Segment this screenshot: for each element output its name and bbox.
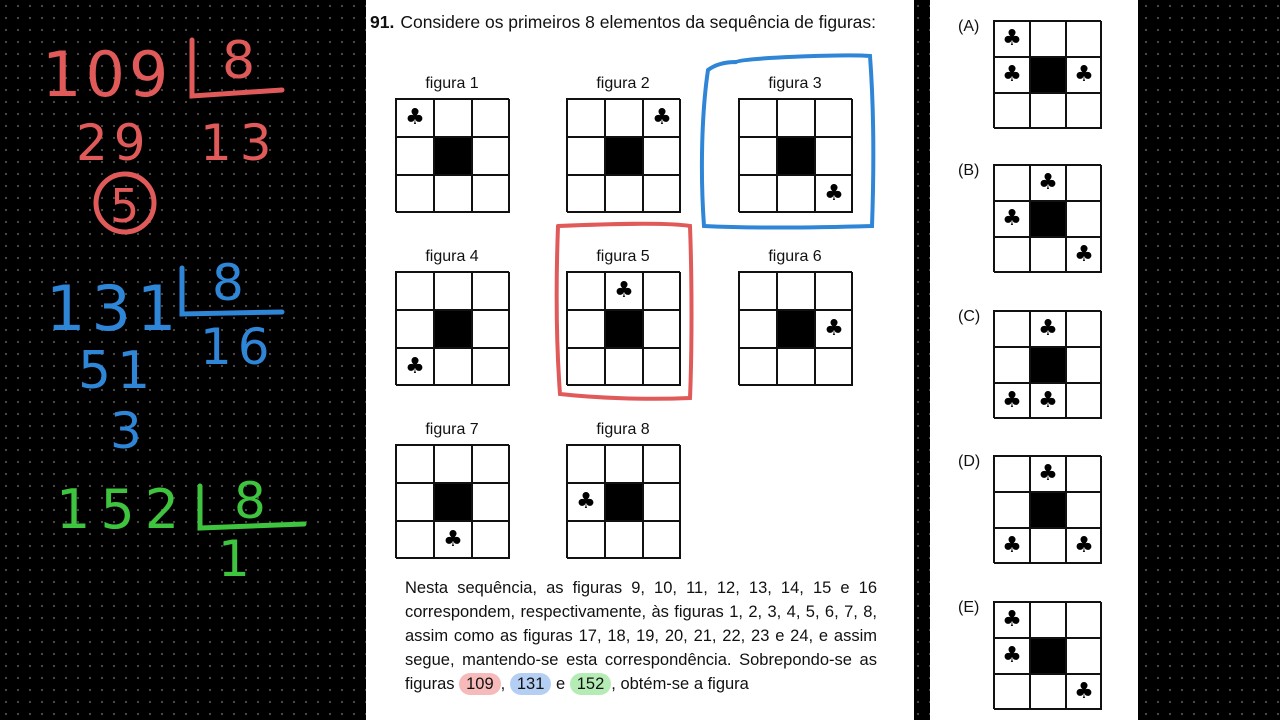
option-letter: (C) [958,308,981,325]
question-body [405,576,877,696]
comma: , [500,675,506,693]
club-icon-cell [994,602,1030,638]
empty-cell [777,348,815,386]
club-icon: ♣ [614,278,634,303]
club-icon-cell [396,99,434,137]
empty-cell [777,99,815,137]
club-icon: ♣ [1038,316,1058,341]
empty-cell [643,175,681,213]
club-icon: ♣ [824,181,844,206]
calc3-quotient: 1 [218,530,250,588]
club-icon-cell [1066,528,1102,564]
and-word: e [555,675,566,693]
black-square-cell [1030,638,1066,674]
calc3-dividend: 152 [56,478,190,541]
empty-cell [994,456,1030,492]
black-square-cell [1030,492,1066,528]
figure-label: figura 2 [596,75,650,92]
empty-cell [643,272,681,310]
club-icon-cell [994,21,1030,57]
option-grid [993,601,1101,709]
empty-cell [472,483,510,521]
empty-cell [643,521,681,559]
figure-label: figura 7 [425,421,479,438]
empty-cell [567,99,605,137]
empty-cell [605,348,643,386]
empty-cell [472,137,510,175]
empty-cell [396,521,434,559]
empty-cell [815,137,853,175]
figure-label: figura 5 [596,248,650,265]
empty-cell [643,483,681,521]
empty-cell [1030,237,1066,273]
question-prompt: Considere os primeiros 8 elementos da sequência de figuras: [400,12,877,32]
calc2-remainder: 3 [110,402,142,460]
club-icon: ♣ [443,527,463,552]
empty-cell [472,272,510,310]
club-icon-cell [605,272,643,310]
figure-3 [738,74,852,212]
empty-cell [643,445,681,483]
empty-cell [567,272,605,310]
question-page [366,0,914,720]
empty-cell [567,521,605,559]
empty-cell [1030,93,1066,129]
empty-cell [777,272,815,310]
club-icon: ♣ [1074,242,1094,267]
club-icon-cell [994,528,1030,564]
empty-cell [434,272,472,310]
handwritten-notes [0,0,366,720]
empty-cell [434,175,472,213]
figure-grid [566,271,680,385]
calc2-partial: 51 [78,341,157,401]
empty-cell [815,348,853,386]
black-square-cell [605,310,643,348]
figure-grid [566,444,680,558]
empty-cell [472,445,510,483]
option-grid [993,455,1101,563]
highlight-152: 152 [570,673,612,695]
club-icon: ♣ [1002,388,1022,413]
club-icon-cell [994,57,1030,93]
empty-cell [1030,528,1066,564]
empty-cell [1066,602,1102,638]
club-icon-cell [567,483,605,521]
empty-cell [1066,21,1102,57]
club-icon: ♣ [1038,388,1058,413]
empty-cell [1066,165,1102,201]
figure-label: figura 6 [768,248,822,265]
option-grid [993,310,1101,418]
club-icon-cell [994,638,1030,674]
figure-label: figura 8 [596,421,650,438]
question-header [370,11,890,33]
calc1-partial: 29 [76,114,152,172]
empty-cell [1066,201,1102,237]
highlight-131: 131 [510,673,552,695]
figure-grid [395,98,509,212]
empty-cell [1066,456,1102,492]
figure-6 [738,247,852,385]
club-icon: ♣ [405,105,425,130]
club-icon-cell [396,348,434,386]
empty-cell [434,348,472,386]
empty-cell [994,674,1030,710]
club-icon-cell [1030,311,1066,347]
empty-cell [396,310,434,348]
club-icon: ♣ [1074,62,1094,87]
club-icon: ♣ [1002,533,1022,558]
empty-cell [994,165,1030,201]
empty-cell [739,310,777,348]
calc1-remainder: 5 [110,179,140,233]
club-icon: ♣ [1074,533,1094,558]
black-square-cell [605,137,643,175]
empty-cell [643,348,681,386]
figure-label: figura 4 [425,248,479,265]
empty-cell [472,175,510,213]
empty-cell [434,99,472,137]
club-icon: ♣ [1038,170,1058,195]
black-square-cell [434,483,472,521]
empty-cell [643,310,681,348]
empty-cell [605,445,643,483]
empty-cell [567,175,605,213]
options-page [930,0,1138,720]
black-square-cell [777,310,815,348]
option-letter: (A) [958,18,980,35]
empty-cell [1066,492,1102,528]
empty-cell [605,175,643,213]
club-icon: ♣ [1074,679,1094,704]
question-number: 91. [370,12,395,32]
empty-cell [1066,311,1102,347]
figure-2 [566,74,680,212]
empty-cell [739,272,777,310]
figure-4 [395,247,509,385]
empty-cell [1066,638,1102,674]
empty-cell [994,93,1030,129]
calc2-quotient: 16 [200,318,276,376]
empty-cell [1066,383,1102,419]
club-icon: ♣ [1038,461,1058,486]
club-icon-cell [1030,165,1066,201]
black-square-cell [777,137,815,175]
empty-cell [434,445,472,483]
empty-cell [567,137,605,175]
club-icon: ♣ [652,105,672,130]
club-icon: ♣ [1002,62,1022,87]
calc3-divisor: 8 [234,472,266,530]
empty-cell [472,99,510,137]
club-icon-cell [994,201,1030,237]
club-icon-cell [643,99,681,137]
club-icon-cell [1030,456,1066,492]
empty-cell [994,311,1030,347]
empty-cell [396,483,434,521]
club-icon-cell [1066,237,1102,273]
empty-cell [739,99,777,137]
club-icon-cell [815,310,853,348]
club-icon-cell [434,521,472,559]
empty-cell [396,272,434,310]
empty-cell [1066,93,1102,129]
black-square-cell [1030,347,1066,383]
highlight-109: 109 [459,673,501,695]
calc1-divisor: 8 [222,31,256,91]
handwriting-canvas [0,0,366,720]
option-letter: (D) [958,453,981,470]
figure-label: figura 1 [425,75,479,92]
empty-cell [567,348,605,386]
figure-label: figura 3 [768,75,822,92]
black-square-cell [605,483,643,521]
empty-cell [815,99,853,137]
empty-cell [994,347,1030,383]
black-square-cell [434,137,472,175]
figure-5 [566,247,680,385]
empty-cell [396,175,434,213]
option-grid [993,20,1101,128]
club-icon: ♣ [1002,26,1022,51]
black-square-cell [1030,201,1066,237]
black-square-cell [434,310,472,348]
figure-grid [566,98,680,212]
figure-7 [395,420,509,558]
figure-grid [395,444,509,558]
empty-cell [567,310,605,348]
calc1-dividend: 109 [42,38,173,111]
calc2-divisor: 8 [212,254,244,312]
empty-cell [739,175,777,213]
empty-cell [994,237,1030,273]
club-icon: ♣ [576,489,596,514]
empty-cell [567,445,605,483]
empty-cell [739,137,777,175]
option-letter: (B) [958,162,980,179]
club-icon: ♣ [405,354,425,379]
figure-8 [566,420,680,558]
empty-cell [643,137,681,175]
question-body-prefix: Sobrepondo-se as figuras [405,651,877,693]
empty-cell [472,310,510,348]
option-grid [993,164,1101,272]
empty-cell [1030,21,1066,57]
calc2-dividend: 131 [46,272,183,345]
empty-cell [994,492,1030,528]
club-icon-cell [815,175,853,213]
club-icon: ♣ [1002,643,1022,668]
empty-cell [1030,674,1066,710]
figure-grid [738,271,852,385]
question-body-text: Nesta sequência, as figuras 9, 10, 11, 12, 13, 14, 15 e 16 correspondem, respectivamente, às figuras 1, 2, 3, 4, 5, 6, 7, 8, assim como as figuras 17, 18, 19, 20, 21, 22, 23 e 24, e assim segue, mantendo-se esta correspondência. [405,579,877,669]
empty-cell [815,272,853,310]
empty-cell [1030,602,1066,638]
empty-cell [605,521,643,559]
option-letter: (E) [958,599,980,616]
empty-cell [605,99,643,137]
club-icon: ♣ [1002,206,1022,231]
empty-cell [777,175,815,213]
figure-grid [395,271,509,385]
calc1-quotient: 13 [200,114,280,172]
black-square-cell [1030,57,1066,93]
empty-cell [472,521,510,559]
figure-1 [395,74,509,212]
club-icon: ♣ [824,316,844,341]
question-body-suffix: , obtém-se a figura [611,675,749,693]
figure-grid [738,98,852,212]
empty-cell [1066,347,1102,383]
club-icon: ♣ [1002,607,1022,632]
empty-cell [739,348,777,386]
club-icon-cell [994,383,1030,419]
empty-cell [396,445,434,483]
club-icon-cell [1030,383,1066,419]
club-icon-cell [1066,674,1102,710]
empty-cell [396,137,434,175]
club-icon-cell [1066,57,1102,93]
empty-cell [472,348,510,386]
